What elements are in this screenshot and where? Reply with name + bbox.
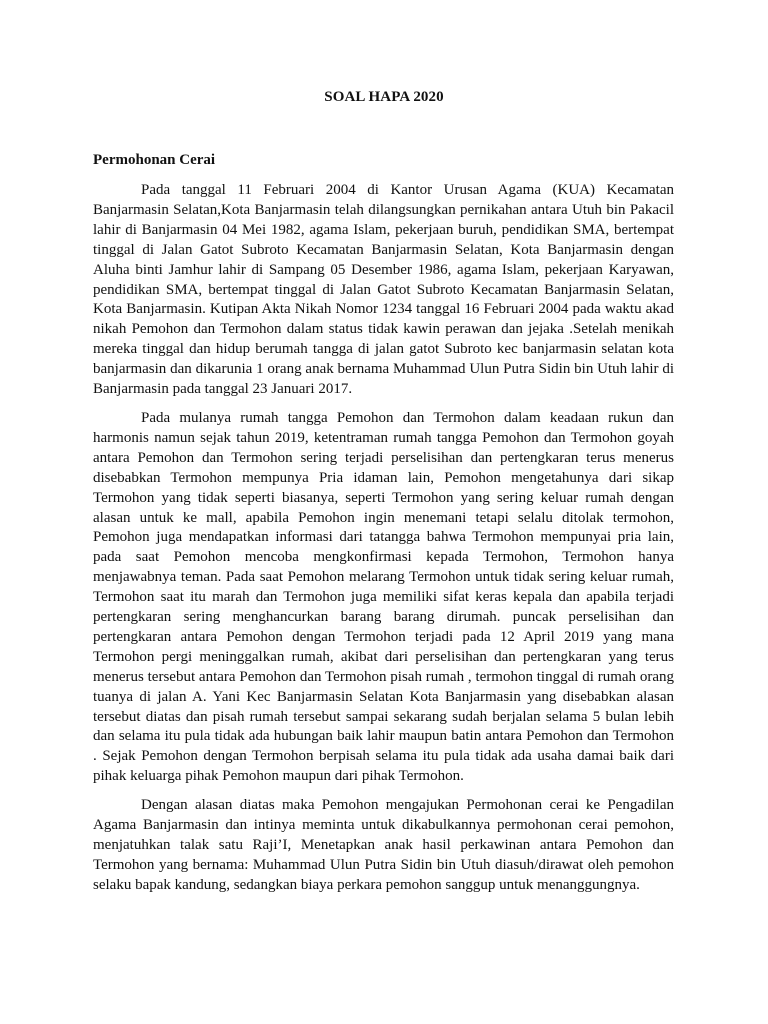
paragraph-divorce-petition: Dengan alasan diatas maka Pemohon mengajukan Permohonan cerai ke Pengadilan Agama Banjarmasin dan intinya meminta untuk dikabulkannya permohonan cerai pemohon, menjatuhkan talak satu Raji’I, Menetapkan anak hasil perkawinan antara Pemohon dan Termohon yang bernama: Muhammad Ulun Putra Sidin bin Utuh diasuh/dirawat oleh pemohon selaku bapak kandung, sedangkan biaya perkara pemohon sanggup untuk menanggungnya. bbox=[93, 797, 674, 893]
document-body bbox=[93, 181, 674, 905]
paragraph-marriage-details: Pada tanggal 11 Februari 2004 di Kantor Urusan Agama (KUA) Kecamatan Banjarmasin Selatan,Kota Banjarmasin telah dilangsungkan pernikahan antara Utuh bin Pakacil lahir di Banjarmasin 04 Mei 1982, agama Islam, pekerjaan buruh, pendidikan SMA, bertempat tinggal di Jalan Gatot Subroto Kecamatan Banjarmasin Selatan, Kota Banjarmasin dengan Aluha binti Jamhur lahir di Sampang 05 Desember 1986, agama Islam, pekerjaan Karyawan, pendidikan SMA, bertempat tinggal di Jalan Gatot Subroto Kecamatan Banjarmasin Selatan, Kota Banjarmasin. Kutipan Akta Nikah Nomor 1234 tanggal 16 Februari 2004 pada waktu akad nikah Pemohon dan Termohon dalam status tidak kawin perawan dan jejaka .Setelah menikah mereka tinggal dan hidup berumah tangga di jalan gatot Subroto kec banjarmasin selatan kota banjarmasin dan dikarunia 1 orang anak bernama Muhammad Ulun Putra Sidin bin Utuh lahir di Banjarmasin pada tanggal 23 Januari 2017. bbox=[93, 182, 674, 398]
paragraph-household-conflict: Pada mulanya rumah tangga Pemohon dan Termohon dalam keadaan rukun dan harmonis namun sejak tahun 2019, ketentraman rumah tangga Pemohon dan Termohon goyah antara Pemohon dan Termohon sering terjadi perselisihan dan pertengkaran terus menerus disebabkan Termohon mempunya Pria idaman lain, Pemohon mengetahunya dari sikap Termohon yang tidak seperti biasanya, seperti Termohon yang sering keluar rumah dengan alasan untuk ke mall, apabila Pemohon ingin menemani tetapi selalu ditolak termohon, Pemohon juga mendapatkan informasi dari tatangga bahwa Termohon mempunyai pria lain, pada saat Pemohon mencoba mengkonfirmasi kepada Termohon, Termohon hanya menjawabnya teman. Pada saat Pemohon melarang Termohon untuk tidak sering keluar rumah, Termohon saat itu marah dan Termohon juga memiliki sifat keras kepala dan apabila terjadi pertengkaran sering menghancurkan barang barang dirumah. puncak perselisihan dan pertengkaran antara Pemohon dengan Termohon terjadi pada 12 April 2019 yang mana Termohon pergi meninggalkan rumah, akibat dari perselisihan dan pertengkaran yang terus menerus tersebut antara Pemohon dan Termohon pisah rumah , termohon tinggal di rumah orang tuanya di jalan A. Yani Kec Banjarmasin Selatan Kota Banjarmasin yang disebabkan alasan tersebut diatas dan pisah rumah tersebut sampai sekarang sudah berjalan selama 5 bulan lebih dan selama itu pula tidak ada hubungan baik lahir maupun batin antara Pemohon dan Termohon . Sejak Pemohon dengan Termohon berpisah selama itu pula tidak ada usaha damai baik dari pihak keluarga pihak Pemohon maupun dari pihak Termohon. bbox=[93, 409, 674, 785]
document-title: SOAL HAPA 2020 bbox=[324, 89, 444, 105]
section-heading: Permohonan Cerai bbox=[93, 152, 216, 168]
